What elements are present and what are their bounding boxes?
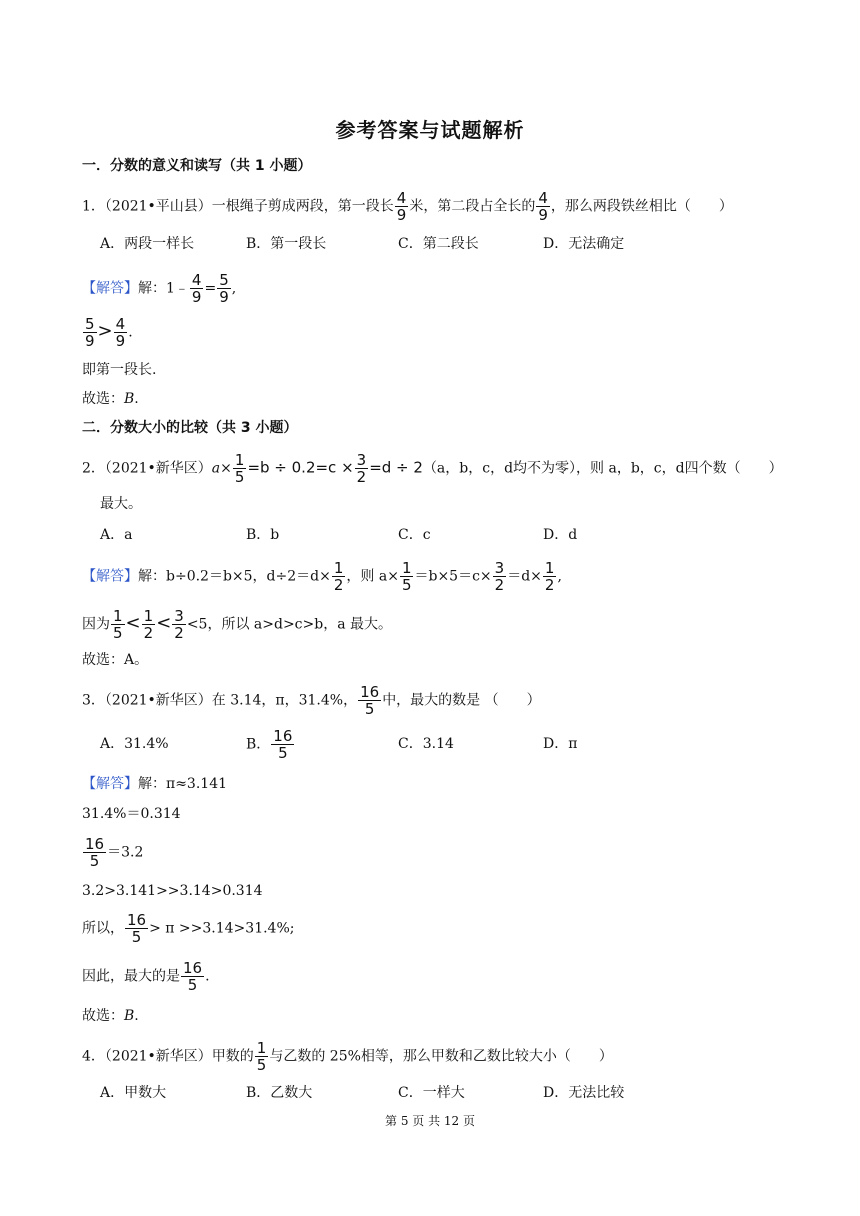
fraction: $\frac{3}{2}$ (494, 559, 505, 594)
page-footer: 第 5 页 共 12 页 (385, 1114, 475, 1128)
fraction: $\frac{3}{2}$ (356, 451, 367, 486)
fraction: $\frac{16}{5}$ (360, 683, 380, 718)
q1-choice: 故选：B. (82, 391, 139, 407)
fraction: $\frac{5}{9}$ (219, 271, 229, 306)
fraction: $\frac{5}{9}$ (85, 315, 95, 350)
q2-answer-line-1: 【解答】解：b÷0.2＝b×5，d÷2＝d× $\frac{1}{2}$ ，则 a× $\frac{1}{5}$ ＝b×5＝c× $\frac{3}{2}$ ＝d× $\frac{1}{2}$ , (82, 559, 562, 594)
page-title: 参考答案与试题解析 (335, 118, 525, 142)
q3-answer-line-5: 所以， $\frac{16}{5}$ > π >>3.14>31.4%; (82, 911, 295, 946)
q3-choice: 故选：B. (82, 1008, 139, 1024)
fraction: $\frac{4}{9}$ (396, 189, 407, 224)
question-4-stem: 4．（2021•新华区）甲数的 $\frac{1}{5}$ 与乙数的 25%相等，那么甲数和乙数比较大小（ ） (82, 1039, 613, 1074)
fraction: $\frac{16}{5}$ (127, 911, 147, 946)
q3-answer-line-2: 31.4%＝0.314 (82, 806, 181, 822)
fraction: $\frac{16}{5}$ (273, 727, 293, 762)
q3-answer-line-3: $\frac{16}{5}$ ＝3.2 (85, 835, 144, 870)
q4-option-d: D．无法比较 (543, 1085, 625, 1101)
q1-answer-line-1: 【解答】解：1﹣ $\frac{4}{9}$ = $\frac{5}{9}$ , (82, 271, 237, 306)
fraction: $\frac{1}{2}$ (333, 559, 344, 594)
q4-option-a: A．甲数大 (100, 1085, 167, 1101)
fraction: $\frac{1}{2}$ (143, 607, 154, 642)
fraction: $\frac{3}{2}$ (174, 607, 184, 642)
question-2-continuation: 最大。 (100, 496, 142, 512)
q2-option-a: A．a (100, 527, 133, 543)
fraction: $\frac{16}{5}$ (183, 959, 203, 994)
q2-option-c: C．c (398, 527, 431, 543)
q2-answer-line-2: 因为 $\frac{1}{5}$ < $\frac{1}{2}$ < $\frac{3}{2}$ <5，所以 a>d>c>b，a 最大。 (82, 607, 393, 642)
fraction: $\frac{1}{5}$ (234, 451, 245, 486)
question-3-stem: 3．（2021•新华区）在 3.14，π，31.4%， $\frac{16}{5}$ 中，最大的数是 （ ） (82, 683, 541, 718)
fraction: $\frac{16}{5}$ (85, 835, 105, 870)
q2-option-d: D．d (543, 527, 578, 543)
fraction: $\frac{4}{9}$ (191, 271, 202, 306)
fraction: $\frac{1}{5}$ (256, 1039, 267, 1074)
section-heading-1: 一．分数的意义和读写（共 1 小题） (82, 158, 312, 174)
answer-tag: 【解答】 (82, 568, 138, 585)
answer-tag: 【解答】 (82, 776, 138, 792)
q3-option-d: D．π (543, 736, 578, 752)
q4-option-c: C．一样大 (398, 1085, 465, 1101)
q1-answer-line-2: $\frac{5}{9}$ > $\frac{4}{9}$ . (85, 315, 133, 350)
q3-answer-line-4: 3.2>3.141>>3.14>0.314 (82, 883, 263, 899)
q1-option-a: A．两段一样长 (100, 236, 195, 252)
fraction: $\frac{4}{9}$ (115, 315, 126, 350)
section-heading-2: 二．分数大小的比较（共 3 小题） (82, 420, 298, 436)
q1-option-c: C．第二段长 (398, 236, 479, 252)
q4-option-b: B．乙数大 (246, 1085, 313, 1101)
fraction: $\frac{1}{2}$ (544, 559, 555, 594)
q1-answer-line-3: 即第一段长. (82, 362, 157, 378)
q3-option-b: B． $\frac{16}{5}$ (246, 727, 293, 762)
q3-option-a: A．31.4% (100, 736, 169, 752)
answer-tag: 【解答】 (82, 280, 138, 297)
q1-option-d: D．无法确定 (543, 236, 625, 252)
fraction: $\frac{1}{5}$ (401, 559, 412, 594)
q3-option-c: C．3.14 (398, 736, 454, 752)
q3-answer-line-1: 【解答】解：π≈3.141 (82, 776, 228, 792)
q1-option-b: B．第一段长 (246, 236, 327, 252)
q3-answer-line-6: 因此，最大的是 $\frac{16}{5}$ . (82, 959, 210, 994)
fraction: $\frac{1}{5}$ (113, 607, 123, 642)
q2-choice: 故选：A。 (82, 652, 149, 668)
q2-option-b: B．b (246, 527, 280, 543)
question-1-stem: 1．（2021•平山县）一根绳子剪成两段，第一段长 $\frac{4}{9}$ 米，第二段占全长的 $\frac{4}{9}$ ，那么两段铁丝相比（ ） (82, 189, 733, 224)
fraction: $\frac{4}{9}$ (538, 189, 548, 224)
question-2-stem: 2．（2021•新华区）a× $\frac{1}{5}$ =b ÷ 0.2=c × $\frac{3}{2}$ =d ÷ 2（a，b，c，d均不为零），则 a，b，c，d四个数（ ） (82, 451, 783, 486)
